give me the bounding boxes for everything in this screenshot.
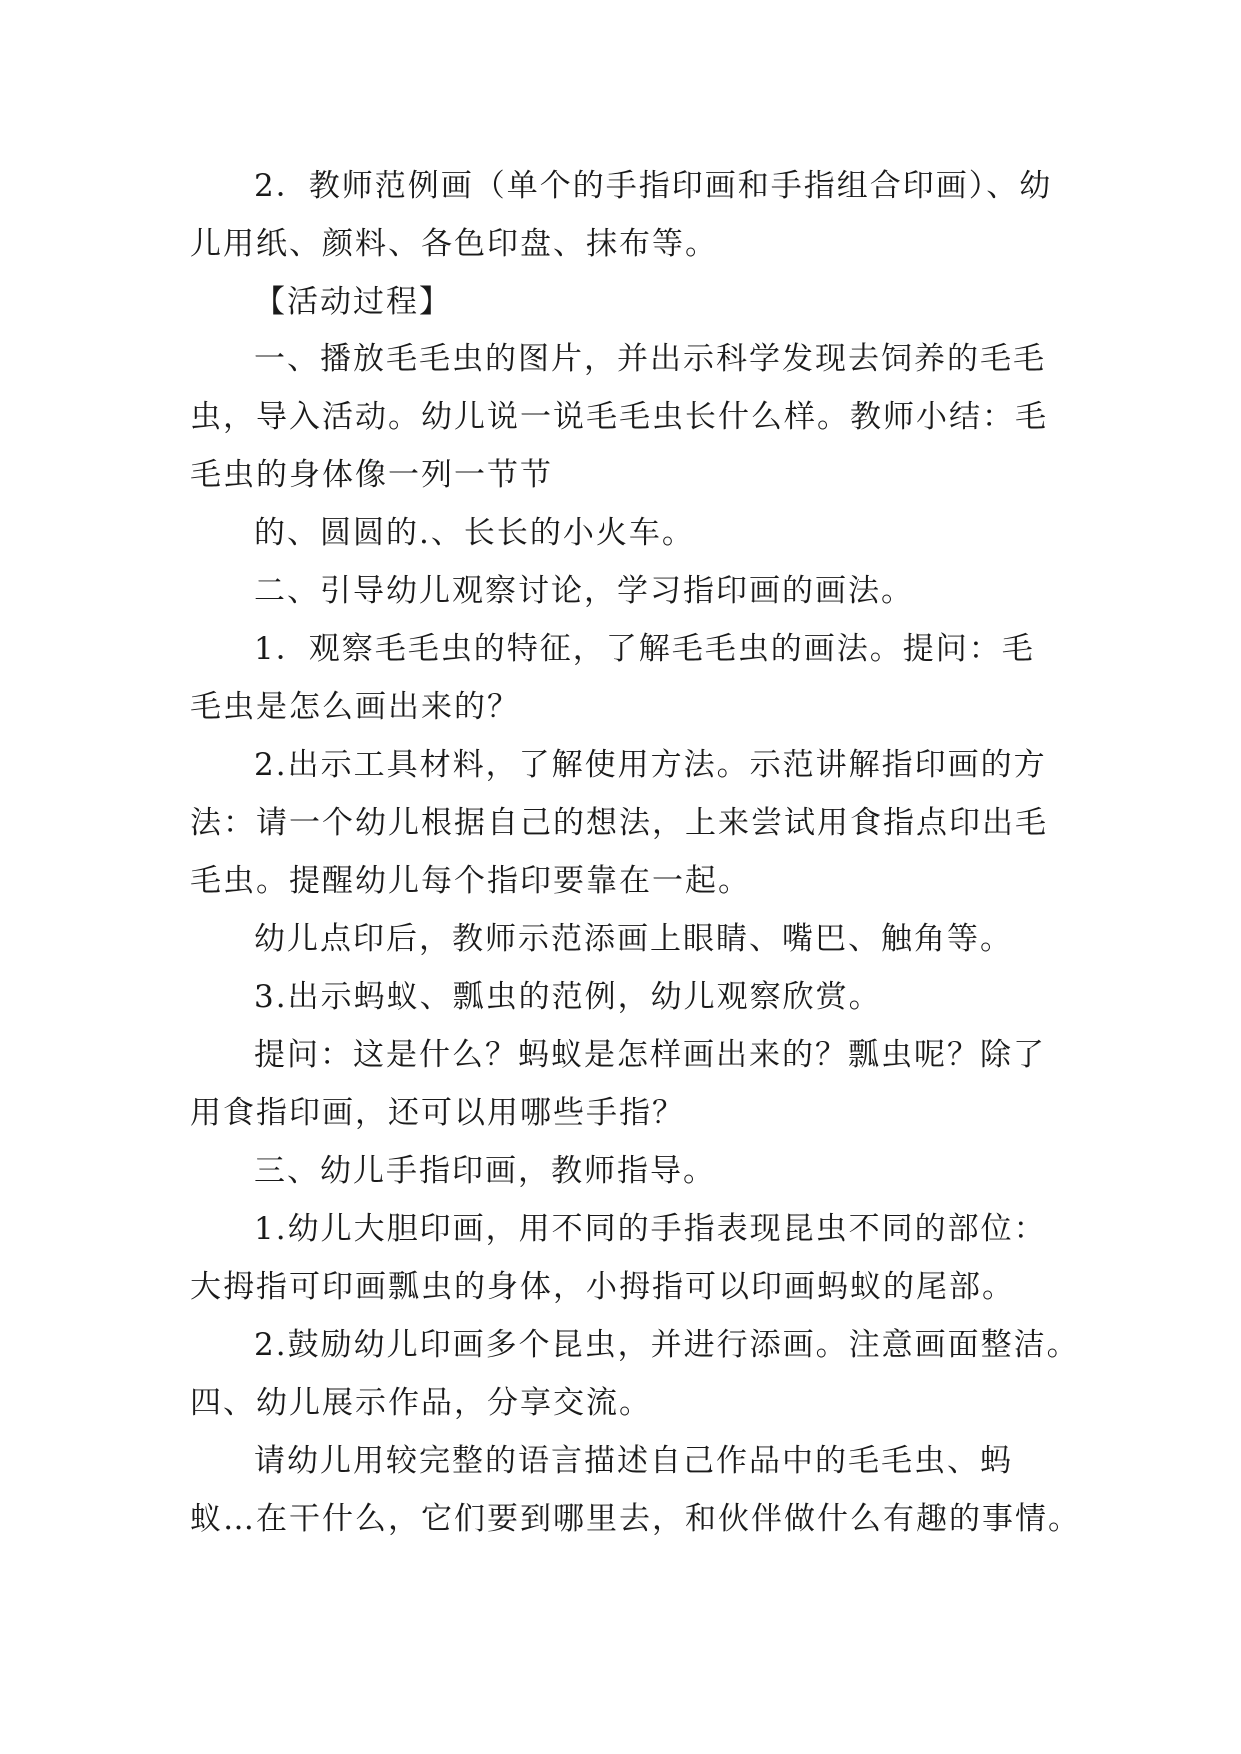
text-line: 二、引导幼儿观察讨论，学习指印画的画法。 xyxy=(254,573,914,609)
text-line: 毛虫的身体像一列一节节 xyxy=(190,457,553,493)
text-line: 用食指印画，还可以用哪些手指？ xyxy=(190,1095,685,1131)
text-line: 三、幼儿手指印画，教师指导。 xyxy=(254,1153,716,1189)
text-line: 请幼儿用较完整的语言描述自己作品中的毛毛虫、蚂 xyxy=(254,1443,1013,1479)
text-line: 毛虫。提醒幼儿每个指印要靠在一起。 xyxy=(190,863,751,899)
section-heading: 【活动过程】 xyxy=(254,284,452,320)
text-line: 四、幼儿展示作品，分享交流。 xyxy=(190,1385,652,1421)
text-line: 大拇指可印画瓢虫的身体，小拇指可以印画蚂蚁的尾部。 xyxy=(190,1269,1015,1305)
text-line: 法：请一个幼儿根据自己的想法，上来尝试用食指点印出毛 xyxy=(190,805,1048,841)
text-line: 1.幼儿大胆印画，用不同的手指表现昆虫不同的部位： xyxy=(254,1211,1047,1247)
text-line: 一、播放毛毛虫的图片，并出示科学发现去饲养的毛毛 xyxy=(254,341,1046,377)
text-line: 幼儿点印后，教师示范添画上眼睛、嘴巴、触角等。 xyxy=(254,921,1013,957)
text-line: 的、圆圆的.、长长的小火车。 xyxy=(254,515,695,551)
text-line: 2．教师范例画（单个的手指印画和手指组合印画）、幼 xyxy=(254,168,1053,204)
text-line: 2.出示工具材料，了解使用方法。示范讲解指印画的方 xyxy=(254,747,1047,783)
text-line: 1．观察毛毛虫的特征，了解毛毛虫的画法。提问：毛 xyxy=(254,631,1035,667)
text-line: 提问：这是什么？蚂蚁是怎样画出来的？瓢虫呢？除了 xyxy=(254,1037,1046,1073)
text-line: 虫，导入活动。幼儿说一说毛毛虫长什么样。教师小结：毛 xyxy=(190,399,1048,435)
text-line: 毛虫是怎么画出来的？ xyxy=(190,689,520,725)
text-line: 儿用纸、颜料、各色印盘、抹布等。 xyxy=(190,226,718,262)
text-line: 2.鼓励幼儿印画多个昆虫，并进行添画。注意画面整洁。 xyxy=(254,1327,1080,1363)
text-line: 蚁…在干什么，它们要到哪里去，和伙伴做什么有趣的事情。 xyxy=(190,1501,1081,1537)
text-line: 3.出示蚂蚁、瓢虫的范例，幼儿观察欣赏。 xyxy=(254,979,882,1015)
